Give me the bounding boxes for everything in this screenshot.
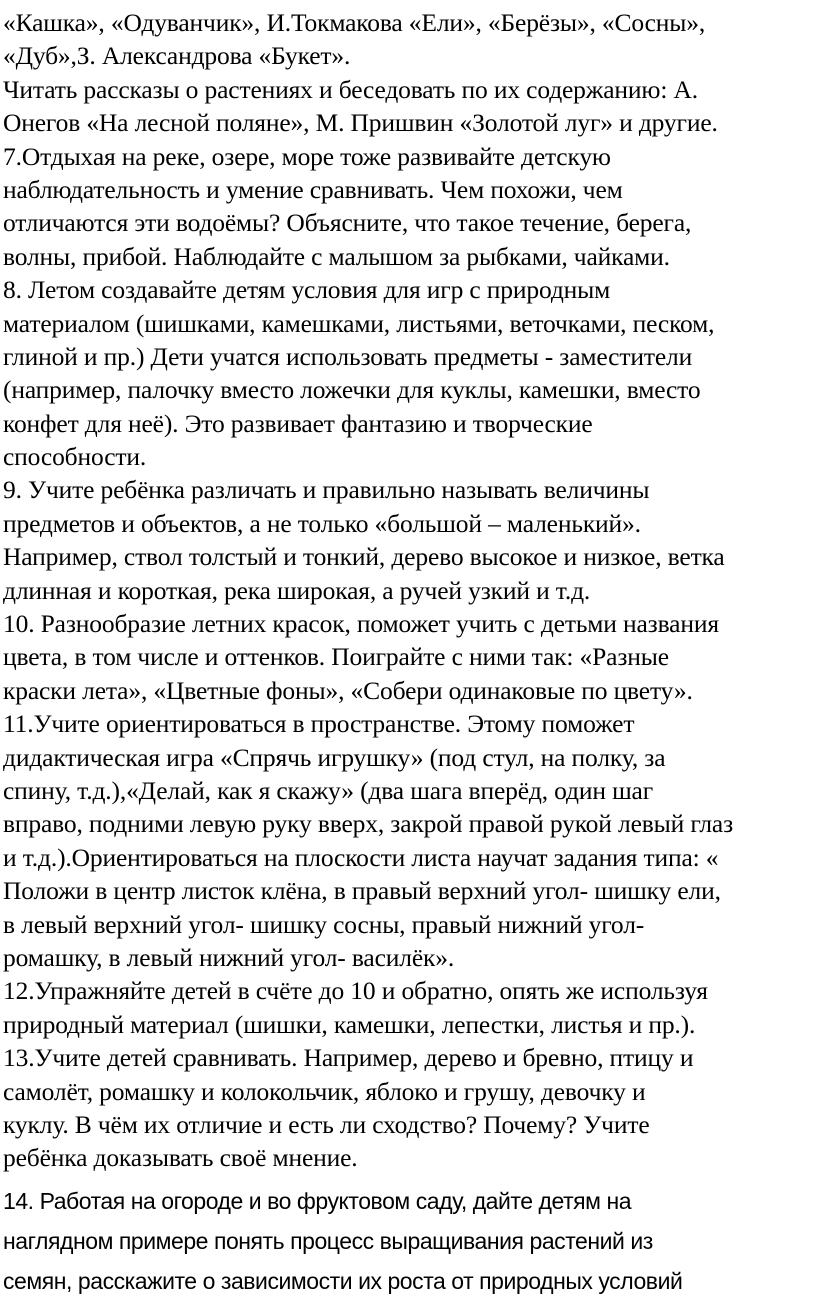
text-line: 12.Упражняйте детей в счёте до 10 и обратно, опять же используя	[3, 976, 708, 1006]
text-line: краски лета», «Цветные фоны», «Собери одинаковые по цвету».	[3, 675, 693, 705]
text-line: спину, т.д.),«Делай, как я скажу» (два шага вперёд, один шаг	[3, 775, 654, 805]
text-line: Онегов «На лесной поляне», М. Пришвин «Золотой луг» и другие.	[3, 108, 718, 138]
text-line: 8. Летом создавайте детям условия для игр с природным	[3, 275, 611, 305]
text-line: 10. Разнообразие летних красок, поможет учить с детьми названия	[3, 609, 719, 639]
text-line: 9. Учите ребёнка различать и правильно называть величины	[3, 475, 650, 505]
text-line: «Кашка», «Одуванчик», И.Токмакова «Ели», «Берёзы», «Сосны»,	[3, 8, 706, 37]
text-line: (например, палочку вместо ложечки для куклы, камешки, вместо	[3, 375, 701, 405]
text-line: конфет для неё). Это развивает фантазию и творческие	[3, 408, 593, 438]
text-line: волны, прибой. Наблюдайте с малышом за рыбками, чайками.	[3, 241, 670, 271]
text-line: 11.Учите ориентироваться в пространстве. Этому поможет	[3, 709, 635, 739]
sans-text-line: семян, расскажите о зависимости их роста от природных условий	[3, 1267, 683, 1294]
text-line: наблюдательность и умение сравнивать. Чем похожи, чем	[3, 174, 623, 204]
text-line: длинная и короткая, река широкая, а ручей узкий и т.д.	[3, 575, 591, 605]
text-line: предметов и объектов, а не только «большой – маленький».	[3, 508, 641, 538]
text-line: дидактическая игра «Спрячь игрушку» (под стул, на полку, за	[3, 742, 666, 772]
text-line: цвета, в том числе и оттенков. Поиграйте с ними так: «Разные	[3, 642, 669, 672]
text-line: самолёт, ромашку и колокольчик, яблоко и грушу, девочку и	[3, 1076, 646, 1106]
text-line: 7.Отдыхая на реке, озере, море тоже развивайте детскую	[3, 141, 611, 171]
text-line: «Дуб»,З. Александрова «Букет».	[3, 41, 351, 71]
text-line: способности.	[3, 442, 147, 472]
text-line: отличаются эти водоёмы? Объясните, что такое течение, берега,	[3, 208, 692, 238]
text-line: в левый верхний угол- шишку сосны, правый нижний угол-	[3, 909, 645, 939]
text-line: природный материал (шишки, камешки, лепестки, листья и пр.).	[3, 1009, 696, 1039]
text-line: Читать рассказы о растениях и беседовать по их содержанию: А.	[3, 74, 698, 104]
sans-text-line: наглядном примере понять процесс выращивания растений из	[3, 1227, 653, 1254]
text-line: Например, ствол толстый и тонкий, дерево высокое и низкое, ветка	[3, 542, 725, 572]
text-line: вправо, подними левую руку вверх, закрой правой рукой левый глаз	[3, 809, 734, 839]
text-line: и т.д.).Ориентироваться на плоскости листа научат задания типа: «	[3, 842, 719, 872]
sans-text-line: 14. Работая на огороде и во фруктовом саду, дайте детям на	[3, 1187, 632, 1214]
text-line: Положи в центр листок клёна, в правый верхний угол- шишку ели,	[3, 876, 721, 906]
text-line: 13.Учите детей сравнивать. Например, дерево и бревно, птицу и	[3, 1043, 694, 1073]
text-line: материалом (шишками, камешками, листьями, веточками, песком,	[3, 308, 715, 338]
text-line: куклу. В чём их отличие и есть ли сходство? Почему? Учите	[3, 1109, 650, 1139]
text-line: ребёнка доказывать своё мнение.	[3, 1143, 358, 1173]
text-line: ромашку, в левый нижний угол- василёк».	[3, 942, 455, 972]
text-line: глиной и пр.) Дети учатся использовать предметы - заместители	[3, 341, 693, 371]
